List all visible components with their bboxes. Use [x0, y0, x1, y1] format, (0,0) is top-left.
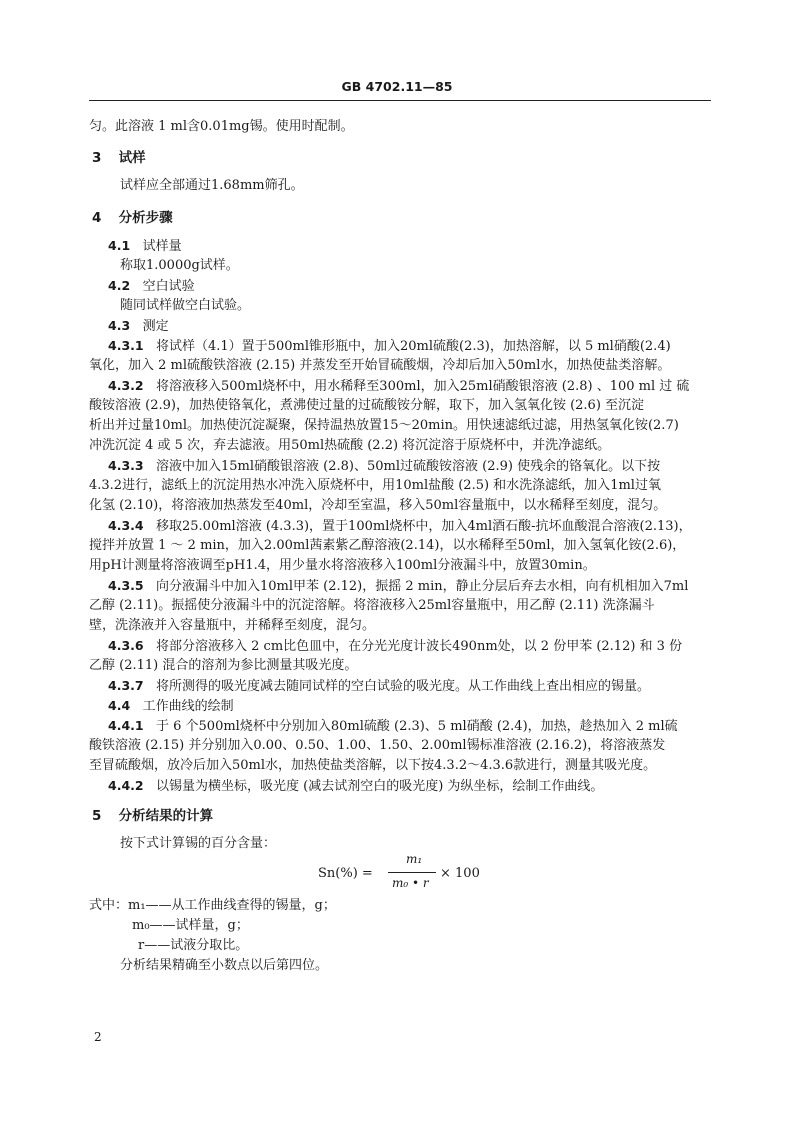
formula-lhs: Sn(%) = — [318, 866, 373, 881]
clause-4-3-7 — [108, 678, 650, 695]
clause-text: 析出并过量10ml。加热使沉淀凝聚，保持温热放置15～20min。用快速滤纸过滤，用热氢氧化铵(2.7) — [89, 418, 679, 433]
page-number: 2 — [94, 1030, 102, 1044]
clause-number: 4.3.4 — [108, 518, 144, 533]
clause-text: 将所测得的吸光度减去随同试样的空白试验的吸光度。从工作曲线上查出相应的锡量。 — [156, 679, 651, 694]
subsection-title: 试样量 — [142, 239, 182, 254]
subsection-title: 测定 — [142, 319, 169, 334]
clause-4-3-3 — [108, 458, 660, 475]
subsection-number: 4.3 — [108, 318, 131, 333]
clause-4-3-1 — [108, 338, 671, 355]
clause-text: 向分液漏斗中加入10ml甲苯 (2.12)，振摇 2 min，静止分层后弃去水相，向有机相加入7ml — [156, 579, 689, 594]
clause-4-4-2 — [108, 778, 603, 795]
header-rule — [89, 100, 711, 101]
clause-text: 搅拌并放置 1 ～ 2 min，加入2.00ml茜素紫乙醇溶液(2.14)，以水稀释至50ml，加入氢氧化铵(2.6)， — [89, 538, 686, 553]
section-5-heading — [92, 808, 213, 824]
section-number: 4 — [92, 210, 102, 226]
clause-text: 将溶液移入500ml烧杯中，用水稀释至300ml，加入25ml硝酸银溶液 (2.8) 、100 ml 过 硫 — [156, 379, 690, 394]
clause-text: 酸铁溶液 (2.15) 并分别加入0.00、0.50、1.00、1.50、2.00ml锡标准溶液 (2.16.2)，将溶液蒸发 — [89, 738, 666, 753]
clause-4-3-6 — [108, 638, 682, 655]
clause-number: 4.3.6 — [108, 638, 144, 653]
clause-text: 溶液中加入15ml硝酸银溶液 (2.8)、50ml过硫酸铵溶液 (2.9) 使残余的铬氧化。以下按 — [156, 459, 661, 474]
subsection-number: 4.2 — [108, 278, 131, 293]
definition-m0: m₀——试样量，g； — [132, 918, 249, 933]
subsection-4-4-heading — [108, 698, 234, 715]
subsection-4-2-heading — [108, 278, 195, 295]
clause-text: 将试样（4.1）置于500ml锥形瓶中，加入20ml硫酸(2.3)，加热溶解，以 5 ml硝酸(2.4) — [156, 339, 671, 354]
clause-number: 4.3.7 — [108, 678, 144, 693]
clause-number: 4.3.5 — [108, 578, 144, 593]
subsection-title: 工作曲线的绘制 — [142, 699, 234, 714]
clause-number: 4.4.1 — [108, 718, 144, 733]
subsection-title: 空白试验 — [142, 279, 195, 294]
continued-text: 匀。此溶液 1 ml含0.01mg锡。使用时配制。 — [89, 119, 354, 134]
clause-number: 4.3.3 — [108, 458, 144, 473]
variable-definitions — [89, 898, 336, 914]
section-title: 分析步骤 — [118, 210, 173, 226]
paragraph: 称取1.0000g试样。 — [120, 258, 239, 273]
clause-text: 至冒硫酸烟，放冷后加入50ml水，加热使盐类溶解，以下按4.3.2～4.3.6款进行，测量其吸光度。 — [89, 758, 657, 773]
subsection-number: 4.4 — [108, 698, 131, 713]
clause-text: 4.3.2进行，滤纸上的沉淀用热水冲洗入原烧杯中，用10ml盐酸 (2.5) 和水洗涤滤纸，加入1ml过氧 — [89, 478, 661, 493]
standard-number-header: GB 4702.11—85 — [341, 79, 453, 94]
subsection-4-3-heading — [108, 318, 169, 335]
clause-text: 移取25.00ml溶液 (4.3.3)，置于100ml烧杯中，加入4ml酒石酸-抗坏血酸混合溶液(2.13)， — [156, 519, 692, 534]
clause-text: 氧化，加入 2 ml硫酸铁溶液 (2.15) 并蒸发至开始冒硫酸烟，冷却后加入50ml水，加热使盐类溶解。 — [89, 358, 671, 373]
paragraph: 试样应全部通过1.68mm筛孔。 — [120, 178, 304, 193]
formula-numerator: m₁ — [406, 852, 423, 866]
section-title: 试样 — [118, 150, 146, 166]
paragraph: 按下式计算锡的百分含量： — [120, 836, 277, 851]
clause-number: 4.4.2 — [108, 778, 144, 793]
where-lead: 式中： — [89, 898, 129, 913]
section-3-heading — [92, 150, 146, 166]
clause-text: 酸铵溶液 (2.9)，加热使铬氧化，煮沸使过量的过硫酸铵分解，取下，加入氢氧化铵 (2.6) 至沉淀 — [89, 398, 645, 413]
clause-text: 化氢 (2.10)，将溶液加热蒸发至40ml，冷却至室温，移入50ml容量瓶中，以水稀释至刻度，混匀。 — [89, 498, 667, 513]
clause-text: 乙醇 (2.11)。振摇使分液漏斗中的沉淀溶解。将溶液移入25ml容量瓶中，用乙醇 (2.11) 洗涤漏斗 — [89, 598, 655, 613]
precision-note: 分析结果精确至小数点以后第四位。 — [120, 958, 329, 973]
clause-text: 于 6 个500ml烧杯中分别加入80ml硫酸 (2.3)、5 ml硝酸 (2.4)，加热，趁热加入 2 ml硫 — [156, 719, 678, 734]
clause-text: 用pH计测量将溶液调至pH1.4，用少量水将溶液移入100ml分液漏斗中，放置30min。 — [89, 558, 596, 573]
subsection-4-1-heading — [108, 238, 182, 255]
section-4-heading — [92, 210, 173, 226]
tin-percentage-formula — [318, 852, 498, 894]
definition-r: r——试液分取比。 — [138, 938, 249, 953]
clause-4-3-2 — [108, 378, 689, 395]
clause-4-3-5 — [108, 578, 688, 595]
clause-text: 乙醇 (2.11) 混合的溶剂为参比测量其吸光度。 — [89, 658, 358, 673]
section-title: 分析结果的计算 — [118, 808, 214, 824]
clause-4-4-1 — [108, 718, 678, 735]
section-number: 3 — [92, 150, 102, 166]
fraction-bar — [388, 872, 436, 873]
clause-number: 4.3.2 — [108, 378, 144, 393]
clause-text: 以锡量为横坐标，吸光度 (减去试剂空白的吸光度) 为纵坐标，绘制工作曲线。 — [156, 779, 604, 794]
paragraph: 随同试样做空白试验。 — [120, 298, 251, 313]
subsection-number: 4.1 — [108, 238, 131, 253]
formula-denominator: m₀ • r — [392, 876, 429, 890]
formula-rhs: × 100 — [440, 866, 480, 881]
clause-text: 冲洗沉淀 4 或 5 次，弃去滤液。用50ml热硫酸 (2.2) 将沉淀溶于原烧杯中，并洗净滤纸。 — [89, 438, 611, 453]
clause-number: 4.3.1 — [108, 338, 144, 353]
clause-text: 将部分溶液移入 2 cm比色皿中，在分光光度计波长490nm处，以 2 份甲苯 (2.12) 和 3 份 — [156, 639, 683, 654]
section-number: 5 — [92, 808, 102, 824]
definition-m1: m₁——从工作曲线查得的锡量，g； — [128, 898, 336, 913]
clause-text: 壁，洗涤液并入容量瓶中，并稀释至刻度，混匀。 — [89, 618, 376, 633]
clause-4-3-4 — [108, 518, 692, 535]
